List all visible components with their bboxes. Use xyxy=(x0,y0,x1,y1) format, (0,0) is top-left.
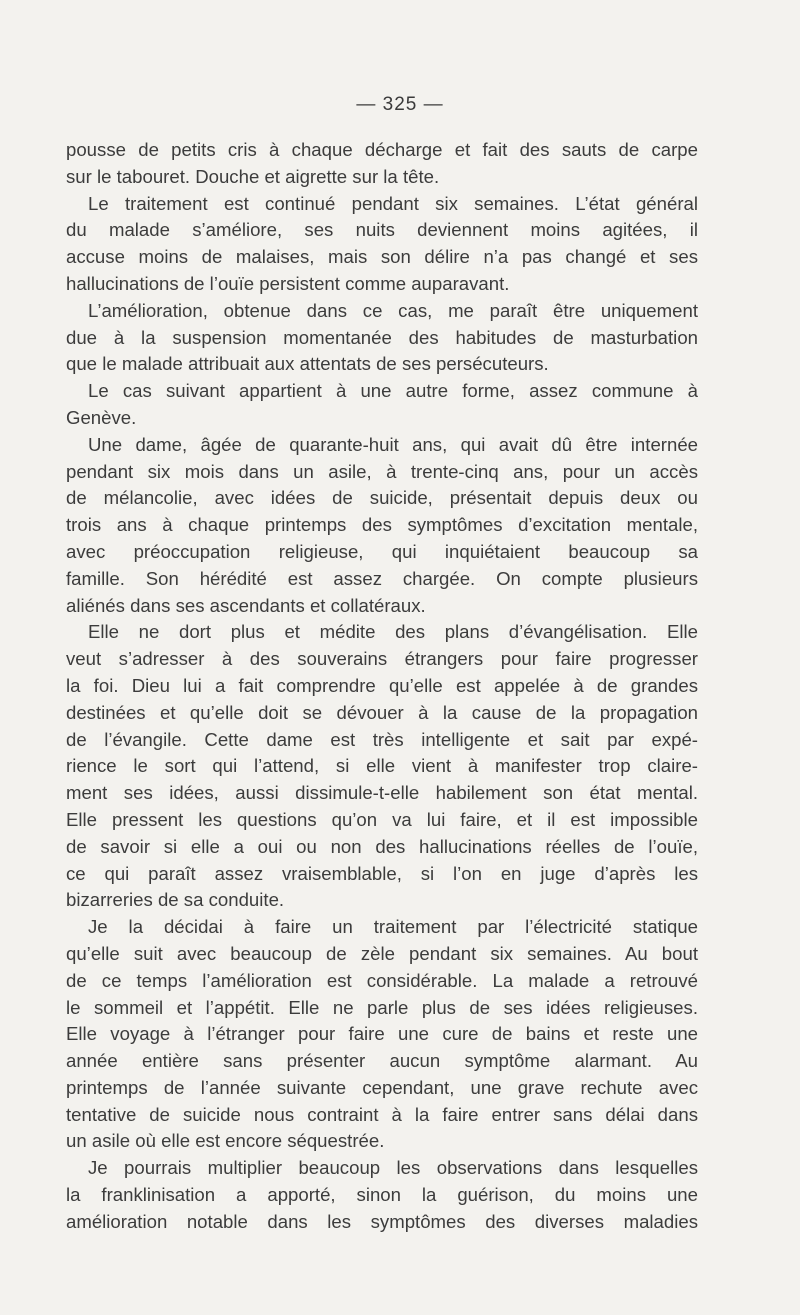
text-line: L’amélioration, obtenue dans ce cas, me paraît être uniquement xyxy=(88,299,698,321)
text-line: un asile où elle est encore séquestrée. xyxy=(66,1130,385,1152)
text-line: qu’elle suit avec beaucoup de zèle pendant six semaines. Au bout xyxy=(66,942,698,964)
text-line: Elle voyage à l’étranger pour faire une cure de bains et reste une xyxy=(66,1023,698,1045)
text-line: la foi. Dieu lui a fait comprendre qu’elle est appelée à de grandes xyxy=(66,674,698,696)
text-line: Le cas suivant appartient à une autre forme, assez commune à xyxy=(88,380,698,402)
text-line: due à la suspension momentanée des habitudes de masturbation xyxy=(66,326,698,348)
text-line: année entière sans présenter aucun symptôme alarmant. Au xyxy=(66,1050,698,1072)
text-line: rience le sort qui l’attend, si elle vient à manifester trop claire- xyxy=(66,755,698,777)
text-line: Une dame, âgée de quarante-huit ans, qui avait dû être internée xyxy=(88,433,698,455)
body-text xyxy=(66,137,698,1236)
text-line: du malade s’améliore, ses nuits deviennent moins agitées, il xyxy=(66,219,698,241)
text-line: de l’évangile. Cette dame est très intelligente et sait par expé- xyxy=(66,728,698,750)
text-line: ce qui paraît assez vraisemblable, si l’on en juge d’après les xyxy=(66,862,698,884)
text-line: avec préoccupation religieuse, qui inquiétaient beaucoup sa xyxy=(66,540,698,562)
text-line: hallucinations de l’ouïe persistent comme auparavant. xyxy=(66,272,510,294)
text-line: Le traitement est continué pendant six semaines. L’état général xyxy=(88,192,698,214)
text-line: pendant six mois dans un asile, à trente-cinq ans, pour un accès xyxy=(66,460,698,482)
text-line: printemps de l’année suivante cependant, une grave rechute avec xyxy=(66,1076,698,1098)
text-line: la franklinisation a apporté, sinon la guérison, du moins une xyxy=(66,1184,698,1206)
text-line: tentative de suicide nous contraint à la faire entrer sans délai dans xyxy=(66,1103,698,1125)
page-number: — 325 — xyxy=(356,94,444,115)
text-line: ment ses idées, aussi dissimule-t-elle habilement son état mental. xyxy=(66,782,698,804)
text-line: aliénés dans ses ascendants et collatéraux. xyxy=(66,594,426,616)
text-line: amélioration notable dans les symptômes des diverses maladies xyxy=(66,1210,698,1232)
text-line: destinées et qu’elle doit se dévouer à la cause de la propagation xyxy=(66,701,698,723)
text-line: sur le tabouret. Douche et aigrette sur la tête. xyxy=(66,165,440,187)
text-line: veut s’adresser à des souverains étrangers pour faire progresser xyxy=(66,648,698,670)
text-line: trois ans à chaque printemps des symptômes d’excitation mentale, xyxy=(66,514,698,536)
text-line: que le malade attribuait aux attentats de ses persécuteurs. xyxy=(66,353,549,375)
text-line: pousse de petits cris à chaque décharge et fait des sauts de carpe xyxy=(66,139,698,160)
text-line: Genève. xyxy=(66,406,137,428)
text-line: bizarreries de sa conduite. xyxy=(66,889,285,911)
text-line: de savoir si elle a oui ou non des hallucinations réelles de l’ouïe, xyxy=(66,835,698,857)
text-line: Elle pressent les questions qu’on va lui faire, et il est impossible xyxy=(66,808,698,830)
text-line: de ce temps l’amélioration est considérable. La malade a retrouvé xyxy=(66,969,698,991)
text-line: Elle ne dort plus et médite des plans d’évangélisation. Elle xyxy=(88,621,698,643)
text-line: famille. Son hérédité est assez chargée. On compte plusieurs xyxy=(66,567,698,589)
text-line: de mélancolie, avec idées de suicide, présentait depuis deux ou xyxy=(66,487,698,509)
text-line: Je pourrais multiplier beaucoup les observations dans lesquelles xyxy=(88,1157,698,1179)
text-line: le sommeil et l’appétit. Elle ne parle plus de ses idées religieuses. xyxy=(66,996,698,1018)
text-line: Je la décidai à faire un traitement par l’électricité statique xyxy=(88,916,698,938)
text-line: accuse moins de malaises, mais son délire n’a pas changé et ses xyxy=(66,246,698,268)
